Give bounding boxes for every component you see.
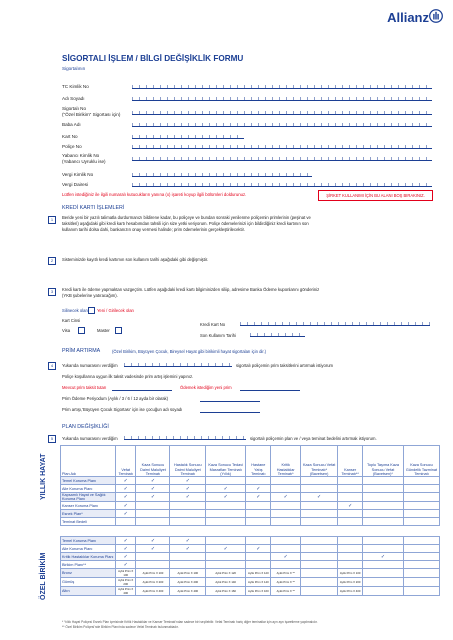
cocuk-label: Prim artışı,'Büyüyen Çocuk Sigortası' için ise çocuğun adı soyadı <box>62 407 183 412</box>
vergi-dairesi-input[interactable] <box>132 182 432 187</box>
periyot-input[interactable] <box>200 401 260 402</box>
plan-cell <box>404 485 440 493</box>
plan-cell: ✓ <box>271 553 300 561</box>
plan-cell: ✓ <box>136 485 170 493</box>
plan-cell: Aylık Prim X ** <box>271 578 300 587</box>
plan-cell <box>271 537 300 545</box>
plan-cell: ✓ <box>246 545 271 553</box>
plan-cell <box>362 569 403 578</box>
plan-cell: Aylık Prim X 120 <box>246 569 271 578</box>
plan-cell <box>404 569 440 578</box>
police-no-input[interactable] <box>132 144 432 149</box>
plan-cell <box>300 569 338 578</box>
plan-cell <box>362 510 403 518</box>
plan-cell: Aylık Prim X 200 <box>116 578 136 587</box>
plan-name-cell[interactable]: Aile Koruma Planı <box>61 485 116 493</box>
plan-row-birikim[interactable] <box>61 587 440 596</box>
plan-cell <box>404 493 440 502</box>
plan-table <box>60 445 440 596</box>
plan-cell <box>300 537 338 545</box>
yeni-label: Yeni / Girilecek olan <box>97 308 134 313</box>
plan-name-cell[interactable]: Temel Koruma Planı <box>61 537 116 545</box>
visa-checkbox[interactable] <box>78 327 85 334</box>
silinecek-checkbox[interactable] <box>88 307 95 314</box>
plan-cell: ✓ <box>206 545 246 553</box>
plan-cell <box>338 537 362 545</box>
prim-item-checkbox[interactable]: 4 <box>48 362 56 370</box>
plan-cell: ✓ <box>116 553 136 561</box>
plan-cell <box>170 518 206 526</box>
plan-cell <box>338 545 362 553</box>
plan-police-input[interactable] <box>124 435 246 440</box>
plan-cell: Aylık Prim X 160 <box>206 587 246 596</box>
plan-row-birikim[interactable] <box>61 537 440 545</box>
plan-cell <box>338 553 362 561</box>
plan-cell: Aylık Prim X 200 <box>170 578 206 587</box>
form-title: SİGORTALI İŞLEM / BİLGİ DEĞİŞİKLİK FORMU <box>62 54 244 63</box>
plan-cell <box>206 510 246 518</box>
plan-cell <box>300 518 338 526</box>
plan-row-hayat[interactable] <box>61 485 440 493</box>
plan-cell <box>246 502 271 510</box>
plan-group-separator <box>61 526 440 537</box>
plan-col-header: Kritik Hastalıklar Teminatı* <box>271 446 300 477</box>
plan-row-hayat[interactable] <box>61 477 440 485</box>
credit-item2-checkbox[interactable]: 2 <box>48 257 56 265</box>
tc-kimlik-label: TC Kimlik No <box>62 84 89 89</box>
plan-name-cell[interactable]: Kritik Hastalıklar Koruma Planı <box>62 554 114 559</box>
plan-col-header: Plan Adı <box>61 446 116 477</box>
periyot-label: Prim Ödeme Periyodum (Aylık / 3 / 6 / 12 ayda bir olarak) <box>62 396 169 401</box>
plan-cell: ✓ <box>246 485 271 493</box>
plan-cell <box>271 510 300 518</box>
plan-cell <box>271 485 300 493</box>
form-notice: Lütfen istediğiniz ile ilgili numaralı kutucukların yanına (x) işareti koyup ilgili bölümleri doldurunuz. <box>62 192 247 197</box>
plan-cell <box>404 477 440 485</box>
plan-cell <box>404 587 440 596</box>
master-checkbox[interactable] <box>115 327 122 334</box>
credit-item1-text: Beride yeni bir yazılı talimatla durdurmanızı bildirene kadar, bu poliçeye ve bundan sonraki yenilenme poliçemin primlerinin (peşinat ve taksitleri) aşağıdaki gibi kredi kartı hesabımdan tahsili için size yetki veriyorum. Poliçe ödemelerinizi için bildirdiğiniz kredi kartının son kullanım tarihi dolsa dahi, bankanızın onay vermesi halinde; prim ödemelerinin gerçekleştirilecektir. <box>62 215 311 232</box>
plan-cell <box>271 545 300 553</box>
plan-col-header: Toplu Taşıma Kaza Sonucu Vefat (Bavetsen)* <box>362 446 403 477</box>
plan-cell <box>338 485 362 493</box>
plan-cell <box>300 502 338 510</box>
plan-cell <box>362 545 403 553</box>
master-label: Master <box>97 328 110 333</box>
plan-cell <box>300 545 338 553</box>
plan-cell: ✓ <box>170 477 206 485</box>
plan-cell: Aylık Prim X 160 <box>246 587 271 596</box>
plan-row-birikim[interactable] <box>61 578 440 587</box>
yabanci-kimlik-input[interactable] <box>132 156 432 161</box>
plan-cell: Aylık Prim X 140 <box>206 578 246 587</box>
plan-cell <box>338 477 362 485</box>
plan-cell: Aylık Prim X 140 <box>246 578 271 587</box>
plan-cell <box>300 578 338 587</box>
plan-name-cell[interactable]: Bronz <box>61 569 116 578</box>
plan-cell <box>136 553 170 561</box>
plan-cell <box>300 553 338 561</box>
plan-cell <box>362 502 403 510</box>
plan-line1a: Yukarıda numarasını verdiğim <box>62 436 118 441</box>
plan-cell: ✓ <box>300 493 338 502</box>
plan-cell <box>271 561 300 569</box>
plan-cell <box>170 553 206 561</box>
footnote-1: * Yıllık Hayat Poliçesi Esnek Plan içerisinde Kritik Hastalıklar ve Kanser Teminatı'ndan sadece biri seçilebilir. Vefat Teminatı hariç diğer teminatlar için ayrı ayrı işaretleme yapılmalıdır. <box>62 620 318 624</box>
plan-cell: Aylık Prim X 100 <box>136 569 170 578</box>
odenecek-input[interactable] <box>240 390 300 391</box>
plan-cell <box>246 477 271 485</box>
plan-col-header: Hastane Yatış Teminatı <box>246 446 271 477</box>
plan-cell <box>246 553 271 561</box>
son-kullanim-input[interactable] <box>250 332 305 337</box>
plan-cell: ✓ <box>206 493 246 502</box>
plan-name-cell[interactable]: Gümüş <box>61 578 116 587</box>
plan-cell <box>136 502 170 510</box>
plan-cell: Aylık Prim X 100 <box>170 569 206 578</box>
plan-cell: Aylık Prim X 400 <box>338 587 362 596</box>
kart-no-input[interactable] <box>132 134 244 139</box>
plan-name-cell[interactable]: Kanser Koruma Planı <box>61 502 116 510</box>
plan-name-cell[interactable]: Birikim Planı** <box>61 561 116 569</box>
plan-cell <box>271 518 300 526</box>
plan-row-hayat[interactable] <box>61 518 440 526</box>
plan-cell: ✓ <box>170 485 206 493</box>
kredi-kart-no-input[interactable] <box>240 321 430 326</box>
footnote-2: ** Özel Birikim Poliçesi'nde Birikim Planı'nda sadece Vefat Teminatı bulunmaktadır. <box>62 625 179 629</box>
plan-col-header: Kanser Teminatı** <box>338 446 362 477</box>
plan-cell <box>338 518 362 526</box>
plan-row-birikim[interactable] <box>61 569 440 578</box>
plan-cell <box>300 485 338 493</box>
plan-section-header: PLAN DEĞİŞİKLİĞİ <box>62 424 109 430</box>
plan-cell <box>246 561 271 569</box>
company-use-box: ŞİRKET KULLANIMI İÇİN BU ALANI BOŞ BIRAKINIZ. <box>318 190 433 201</box>
credit-item1-checkbox[interactable]: 1 <box>48 216 56 224</box>
plan-cell: ✓ <box>170 537 206 545</box>
plan-cell: Aylık Prim X 400 <box>170 587 206 596</box>
plan-cell <box>206 537 246 545</box>
plan-cell <box>246 537 271 545</box>
tc-kimlik-input[interactable] <box>132 84 432 89</box>
plan-row-birikim[interactable] <box>61 561 440 569</box>
plan-col-header: Kaza Sonucu Tedavi Masrafları Teminatı (Yıllık) <box>206 446 246 477</box>
plan-cell: ✓ <box>170 545 206 553</box>
plan-cell <box>136 561 170 569</box>
plan-cell: Aylık Prim X 400 <box>136 587 170 596</box>
kart-no-label: Kart No <box>62 134 78 139</box>
plan-table-header <box>61 446 440 477</box>
plan-cell: ✓ <box>116 510 136 518</box>
plan-cell: ✓ <box>136 545 170 553</box>
silinecek-label: Silinecek olan <box>62 308 88 313</box>
mevcut-label: Mevcut prim taksit tutarı <box>62 385 107 390</box>
plan-cell <box>362 578 403 587</box>
plan-cell: ✓ <box>116 545 136 553</box>
plan-cell: Aylık Prim X 100 <box>338 569 362 578</box>
prim-police-input[interactable] <box>124 362 232 367</box>
sigortali-no-input[interactable] <box>132 110 432 115</box>
prim-section-note: (Özel Birikim, Büyüyen Çocuk, Bireysel Hayat gibi birikimli hayat sigortaları için dir.) <box>112 349 267 354</box>
plan-cell <box>206 477 246 485</box>
plan-cell <box>206 553 246 561</box>
plan-item-checkbox[interactable]: 5 <box>48 435 56 443</box>
plan-cell <box>338 510 362 518</box>
vergi-dairesi-label: Vergi Dairesi <box>62 182 89 187</box>
plan-cell: ✓ <box>116 537 136 545</box>
plan-cell: ✓ <box>246 493 271 502</box>
plan-cell: ✓ <box>136 477 170 485</box>
plan-cell: Aylık Prim X 400 <box>116 587 136 596</box>
plan-name-cell[interactable]: Temel Koruma Planı <box>61 477 116 485</box>
vergi-kimlik-label: Vergi Kimlik No <box>62 172 94 177</box>
plan-cell: ✓ <box>116 502 136 510</box>
plan-cell <box>404 561 440 569</box>
plan-cell <box>246 510 271 518</box>
plan-cell: Aylık Prim X 120 <box>206 569 246 578</box>
plan-col-header: Kaza Sonucu Gündelik Tazminat Teminatı <box>404 446 440 477</box>
birikim-side-label: ÖZEL BİRİKİM <box>40 552 47 600</box>
plan-cell <box>362 587 403 596</box>
cocuk-input[interactable] <box>200 412 260 413</box>
plan-row-birikim[interactable] <box>61 545 440 553</box>
plan-row-birikim[interactable] <box>61 553 440 561</box>
plan-cell <box>362 537 403 545</box>
plan-cell <box>300 477 338 485</box>
plan-cell <box>170 561 206 569</box>
plan-cell <box>362 477 403 485</box>
plan-cell <box>338 561 362 569</box>
credit-item2-text: Sisteminizde kayıtlı kredi kartımın son kullanım tarihi aşağıdaki gibi değişmiştir. <box>62 257 209 262</box>
odenecek-label: Ödemek istediğim yeni prim <box>180 385 232 390</box>
plan-cell <box>206 518 246 526</box>
plan-cell <box>404 578 440 587</box>
vergi-kimlik-input[interactable] <box>132 172 312 177</box>
plan-cell <box>300 587 338 596</box>
plan-name-cell[interactable]: Altın <box>61 587 116 596</box>
plan-cell <box>404 510 440 518</box>
plan-cell <box>300 510 338 518</box>
plan-cell: ✓ <box>136 493 170 502</box>
plan-cell <box>404 537 440 545</box>
allianz-logo-icon <box>429 9 443 23</box>
plan-cell: Aylık Prim X ** <box>271 587 300 596</box>
plan-line1b: sigortalı poliçemin plan ve / veya teminat bedelini artırmak istiyorum. <box>250 436 377 441</box>
plan-cell: ✓ <box>116 561 136 569</box>
plan-name-cell[interactable]: Teminat Bedeli <box>61 518 116 526</box>
baba-adi-input[interactable] <box>132 122 432 127</box>
plan-row-hayat[interactable] <box>61 510 440 518</box>
plan-cell <box>136 518 170 526</box>
hayat-side-label: YILLIK HAYAT <box>40 453 47 500</box>
plan-cell <box>246 518 271 526</box>
sigortali-no-label: Sigortalı No ("Özel Birikim" Sigortası için) <box>62 106 121 117</box>
plan-cell <box>338 493 362 502</box>
plan-cell: ✓ <box>271 493 300 502</box>
visa-label: Visa <box>62 328 71 333</box>
ad-soyad-label: Adı Soyadı <box>62 96 85 101</box>
plan-cell <box>136 510 170 518</box>
prim-line2: Poliçe koşullarına uygun ilk taksit vadesinde prim artış işlemini yapınız. <box>62 374 194 379</box>
plan-cell: ✓ <box>136 537 170 545</box>
plan-cell: Aylık Prim X ** <box>271 569 300 578</box>
plan-cell: Aylık Prim X 200 <box>136 578 170 587</box>
plan-name-cell[interactable]: Kapsamlı Hayat ve Sağlık Koruma Planı <box>61 493 116 502</box>
plan-cell <box>170 502 206 510</box>
plan-cell <box>271 477 300 485</box>
mevcut-input[interactable] <box>112 390 172 391</box>
plan-cell: ✓ <box>116 477 136 485</box>
plan-cell <box>404 502 440 510</box>
plan-col-header: Vefat Teminatı <box>116 446 136 477</box>
credit-item3-checkbox[interactable]: 3 <box>48 288 56 296</box>
kredi-kart-no-label: Kredi Kart No <box>200 322 226 327</box>
plan-name-cell[interactable]: Aile Koruma Planı <box>61 545 116 553</box>
credit-item3-text: Kredi kartı ile ödeme yapmaktan vazgeçtim. Lütfen aşağıdaki kredi kartı bilgiminizden siliip, adresime Banka Ödeme kuponlarını gönderiniz (YKB şubelerine yatıracağım). <box>62 287 320 298</box>
plan-cell <box>300 561 338 569</box>
police-no-label: Poliçe No <box>62 144 82 149</box>
plan-col-header: Kaza Sonucu Daimi Maluliyet Teminatı <box>136 446 170 477</box>
plan-cell: ✓ <box>116 493 136 502</box>
prim-line1a: Yukarıda numarasını verdiğim <box>62 363 118 368</box>
plan-cell: ✓ <box>338 502 362 510</box>
plan-cell <box>271 502 300 510</box>
plan-cell <box>404 553 440 561</box>
form-subtitle: Sigortalının <box>62 66 86 71</box>
plan-col-header: Kaza Sonucu Vefat Teminatı* (Bavetsen) <box>300 446 338 477</box>
prim-section-header: PRİM ARTIRMA <box>62 348 101 354</box>
plan-row-hayat[interactable] <box>61 493 440 502</box>
credit-section-header: KREDİ KARTI İŞLEMLERİ <box>62 205 125 211</box>
kart-cinsi-label: Kart Cinsi <box>62 318 81 323</box>
plan-cell: Aylık Prim X 200 <box>338 578 362 587</box>
baba-adi-label: Baba Adı <box>62 122 81 127</box>
plan-cell <box>404 518 440 526</box>
plan-cell <box>206 561 246 569</box>
plan-cell: Aylık Prim X 100 <box>116 569 136 578</box>
plan-cell <box>362 485 403 493</box>
plan-cell: ✓ <box>170 493 206 502</box>
plan-cell <box>404 545 440 553</box>
plan-cell <box>362 561 403 569</box>
plan-cell: ✓ <box>116 485 136 493</box>
son-kullanim-label: Son Kullanım Tarihi <box>200 333 237 338</box>
plan-name-cell[interactable]: Esnek Plan* <box>61 510 116 518</box>
plan-cell: ✓ <box>362 553 403 561</box>
plan-cell: ✓ <box>206 485 246 493</box>
plan-cell <box>116 518 136 526</box>
plan-col-header: Hastalık Sonucu Daimi Maluliyet Teminatı <box>170 446 206 477</box>
plan-table-body <box>61 477 440 596</box>
plan-cell <box>206 502 246 510</box>
ad-soyad-input[interactable] <box>132 96 432 101</box>
logo: Allianz <box>387 10 429 25</box>
plan-row-hayat[interactable] <box>61 502 440 510</box>
plan-cell <box>362 518 403 526</box>
plan-cell <box>170 510 206 518</box>
plan-cell <box>362 493 403 502</box>
prim-line1b: sigortalı poliçemin prim taksitlerini artırmak istiyorum <box>236 363 334 368</box>
yabanci-kimlik-label: Yabancı Kimlik No (Yabancı Uyruklu ise) <box>62 153 106 164</box>
